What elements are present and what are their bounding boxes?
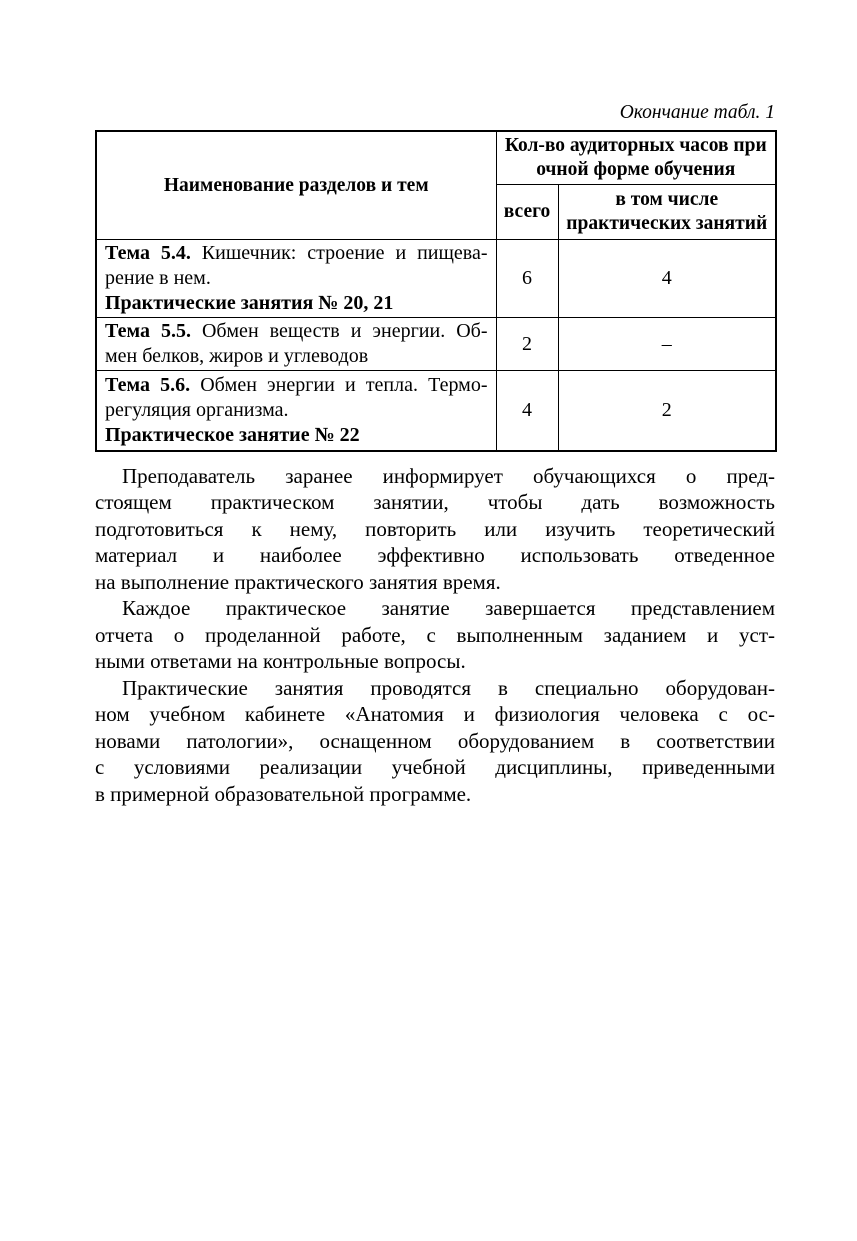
body-text — [95, 463, 775, 808]
text-line: отчета о проделанной работе, с выполненным заданием и уст- — [95, 622, 775, 647]
theme-text: Кишечник: строение и пищева- — [190, 242, 488, 264]
paragraph — [95, 675, 775, 808]
theme-text: регуляция организма. — [105, 398, 289, 421]
text-line: ном учебном кабинете «Анатомия и физиология человека с ос- — [95, 702, 775, 726]
text-line — [105, 319, 488, 344]
text-line: материал и наиболее эффективно использовать отведенное — [95, 543, 775, 567]
text-line — [105, 398, 488, 423]
header-practical — [558, 185, 776, 240]
table-row — [96, 371, 776, 451]
theme-text: рение в нем. — [105, 267, 211, 289]
practical-label: Практические занятия № 20, 21 — [105, 292, 394, 314]
practical-hours-cell: 4 — [558, 240, 776, 318]
header-practical-line: практических занятий — [566, 213, 768, 234]
text-line: Каждое практическое занятие завершается представлением — [122, 596, 775, 620]
table-caption: Окончание табл. 1 — [619, 102, 775, 123]
header-sections: Наименование разделов и тем — [96, 131, 496, 240]
theme-label: Тема 5.6. — [105, 373, 191, 396]
section-name-cell — [96, 371, 496, 451]
text-line — [105, 241, 488, 266]
total-hours-cell: 2 — [496, 318, 558, 371]
table-row — [96, 240, 776, 318]
text-line: с условиями реализации учебной дисциплины, приведенными — [95, 755, 775, 779]
header-hours-line: очной форме обучения — [536, 159, 736, 180]
text-line — [105, 423, 488, 448]
text-line: стоящем практическом занятии, чтобы дать возможность — [95, 490, 775, 514]
table-header-row — [96, 131, 776, 185]
text-block — [95, 0, 775, 807]
theme-label: Тема 5.5. — [105, 320, 191, 342]
text-line: на выполнение практического занятия время. — [95, 569, 501, 594]
section-name-cell — [96, 318, 496, 371]
theme-label: Тема 5.4. — [105, 242, 191, 264]
header-practical-line: в том числе — [615, 189, 719, 210]
text-line — [105, 291, 488, 316]
theme-text: Обмен энергии и тепла. Термо- — [190, 373, 488, 396]
text-line: новами патологии», оснащенном оборудованием в соответствии — [95, 728, 775, 753]
paragraph — [95, 595, 775, 675]
table-row — [96, 318, 776, 371]
theme-text: Обмен веществ и энергии. Об- — [190, 320, 488, 342]
practical-hours-cell: – — [558, 318, 776, 371]
schedule-table — [95, 130, 777, 452]
practical-label: Практическое занятие № 22 — [105, 423, 360, 446]
text-line: в примерной образовательной программе. — [95, 781, 472, 806]
total-hours-cell: 6 — [496, 240, 558, 318]
theme-text: мен белков, жиров и углеводов — [105, 345, 369, 367]
practical-hours-cell: 2 — [558, 371, 776, 451]
text-line: Преподаватель заранее информирует обучающихся о пред- — [122, 463, 775, 488]
text-line: подготовиться к нему, повторить или изучить теоретический — [95, 516, 775, 541]
paragraph — [95, 463, 775, 596]
text-line — [105, 344, 488, 369]
text-line: Практические занятия проводятся в специально оборудован- — [122, 675, 775, 700]
text-line: ными ответами на контрольные вопросы. — [95, 649, 466, 673]
text-line — [105, 373, 488, 398]
text-line — [105, 266, 488, 291]
total-hours-cell: 4 — [496, 371, 558, 451]
header-hours — [496, 131, 776, 185]
header-total: всего — [496, 185, 558, 240]
header-hours-line: Кол-во аудиторных часов при — [504, 135, 767, 156]
section-name-cell — [96, 240, 496, 318]
